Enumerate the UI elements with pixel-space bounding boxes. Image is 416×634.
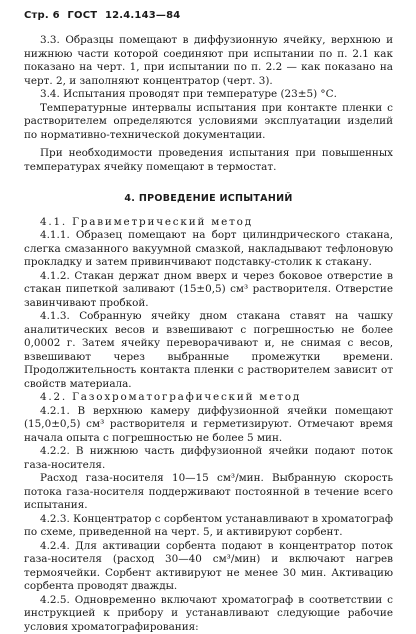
page-number: Стр. 6	[24, 10, 60, 21]
paragraph-4-2-5: 4.2.5. Одновременно включают хроматограф в соответствии с инструкцией к прибору и устанавливают следующие рабочие условия хроматографирования:	[24, 594, 393, 634]
paragraph-temperature-intervals: Температурные интервалы испытания при контакте пленки с растворителем определяются условиями эксплуатации изделий по нормативно-технической документации.	[24, 102, 393, 143]
subsection-title-gas-chromatographic: 4.2. Газохроматографический метод	[24, 391, 393, 405]
subsection-title-gravimetric: 4.1. Гравиметрический метод	[24, 216, 393, 230]
paragraph-4-1-1: 4.1.1. Образец помещают на борт цилиндрического стакана, слегка смазанного вакуумной смазкой, накладывают тефлоновую прокладку и затем привинчивают подставку-столик к стакану.	[24, 229, 393, 270]
paragraph-4-2-2: 4.2.2. В нижнюю часть диффузионной ячейки подают поток газа-носителя.	[24, 445, 393, 472]
document-body	[24, 34, 393, 634]
standard-number: 12.4.143—84	[105, 10, 180, 21]
section-title: 4. ПРОВЕДЕНИЕ ИСПЫТАНИЙ	[24, 192, 393, 206]
paragraph-thermostat: При необходимости проведения испытания при повышенных температурах ячейку помещают в термостат.	[24, 147, 393, 174]
paragraph-3-4: 3.4. Испытания проводят при температуре (23±5) °С.	[24, 88, 393, 102]
paragraph-4-2-1: 4.2.1. В верхнюю камеру диффузионной ячейки помещают (15,0±0,5) см³ растворителя и герметизируют. Отмечают время начала опыта с погрешностью не более 5 мин.	[24, 405, 393, 446]
standard-label: ГОСТ	[67, 10, 97, 21]
paragraph-4-1-2: 4.1.2. Стакан держат дном вверх и через боковое отверстие в стакан пипеткой заливают (15±0,5) см³ растворителя. Отверстие завинчивают пробкой.	[24, 270, 393, 311]
paragraph-carrier-gas-flow: Расход газа-носителя 10—15 см³/мин. Выбранную скорость потока газа-носителя поддерживают постоянной в течение всего испытания.	[24, 472, 393, 513]
paragraph-4-2-3: 4.2.3. Концентратор с сорбентом устанавливают в хроматограф по схеме, приведенной на черт. 5, и активируют сорбент.	[24, 513, 393, 540]
page-header	[24, 10, 184, 21]
paragraph-4-2-4: 4.2.4. Для активации сорбента подают в концентратор поток газа-носителя (расход 30—40 см³/мин) и включают нагрев термоячейки. Сорбент активируют не менее 30 мин. Активацию сорбента проводят дважды.	[24, 540, 393, 594]
paragraph-3-3: 3.3. Образцы помещают в диффузионную ячейку, верхнюю и нижнюю части которой соединяют при испытании по п. 2.1 как показано на черт. 1, при испытании по п. 2.2 — как показано на черт. 2, и заполняют концентратор (черт. 3).	[24, 34, 393, 88]
paragraph-4-1-3: 4.1.3. Собранную ячейку дном стакана ставят на чашку аналитических весов и взвешивают с погрешностью не более 0,0002 г. Затем ячейку переворачивают и, не снимая с весов, взвешивают через выбранные промежутки времени. Продолжительность контакта пленки с растворителем зависит от свойств материала.	[24, 310, 393, 391]
